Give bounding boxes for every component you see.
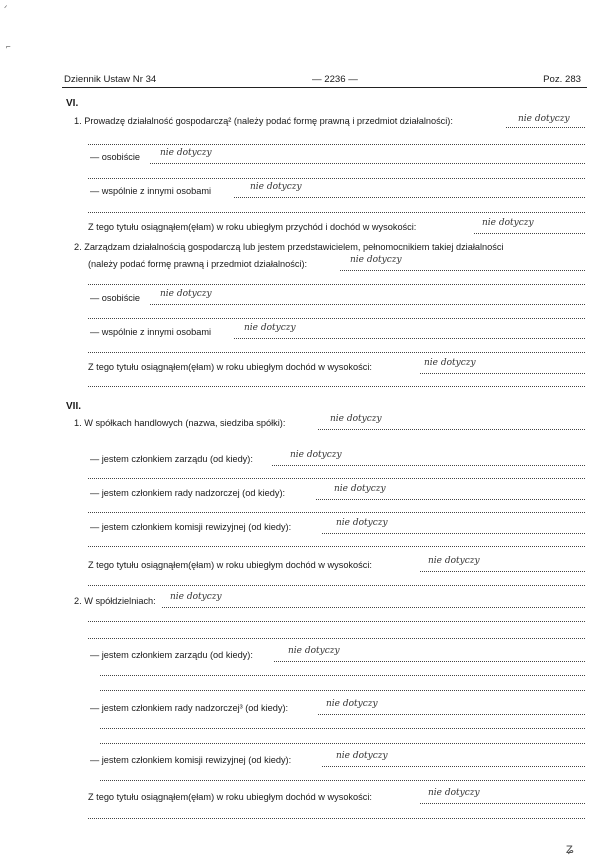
handwritten-answer: nie dotyczy (244, 323, 296, 333)
question-text: — jestem członkiem zarządu (od kiedy): (90, 650, 253, 660)
question-text: Z tego tytułu osiągnąłem(ęłam) w roku ubiegłym dochód w wysokości: (88, 792, 372, 802)
answer-line (88, 318, 585, 321)
answer-line (88, 546, 585, 549)
handwritten-answer: nie dotyczy (288, 646, 340, 656)
handwritten-answer: nie dotyczy (482, 218, 534, 228)
answer-line (316, 499, 585, 502)
question-text: 1. Prowadzę działalność gospodarczą² (należy podać formę prawną i przedmiot działalności): (74, 116, 453, 126)
answer-line (88, 478, 585, 481)
question-text: — wspólnie z innymi osobami (90, 186, 212, 196)
answer-line (162, 607, 585, 610)
question-text: — jestem członkiem rady nadzorczej (od kiedy): (90, 488, 286, 498)
answer-line (420, 373, 585, 376)
handwritten-answer: nie dotyczy (518, 114, 570, 124)
answer-line (234, 197, 585, 200)
answer-line (340, 270, 585, 273)
answer-line (88, 386, 585, 389)
answer-line (88, 621, 585, 624)
answer-line (88, 284, 585, 287)
question-text: — jestem członkiem komisji rewizyjnej (od kiedy): (90, 522, 292, 532)
margin-scribble: ʑ (566, 840, 574, 856)
answer-line (88, 144, 585, 147)
question-text: — osobiście (90, 152, 141, 162)
question-text: Z tego tytułu osiągnąłem(ęłam) w roku ubiegłym dochód w wysokości: (88, 362, 372, 372)
answer-line (88, 512, 585, 515)
answer-line (88, 352, 585, 355)
answer-line (100, 780, 585, 783)
answer-line (150, 163, 585, 166)
question-text: Z tego tytułu osiągnąłem(ęłam) w roku ubiegłym przychód i dochód w wysokości: (88, 222, 417, 232)
answer-line (474, 233, 585, 236)
handwritten-answer: nie dotyczy (428, 788, 480, 798)
answer-line (88, 178, 585, 181)
handwritten-answer: nie dotyczy (428, 556, 480, 566)
answer-line (318, 429, 585, 432)
answer-line (150, 304, 585, 307)
margin-scribble: ᐟ (4, 4, 8, 13)
section-title: VII. (66, 401, 82, 412)
handwritten-answer: nie dotyczy (290, 450, 342, 460)
answer-line (100, 690, 585, 693)
position-number: Poz. 283 (543, 74, 581, 85)
answer-line (272, 465, 585, 468)
answer-line (322, 533, 585, 536)
question-text: 1. W spółkach handlowych (nazwa, siedziba spółki): (74, 418, 286, 428)
handwritten-answer: nie dotyczy (160, 148, 212, 158)
answer-line (100, 743, 585, 746)
handwritten-answer: nie dotyczy (336, 518, 388, 528)
answer-line (506, 127, 585, 130)
header-rule (62, 87, 587, 88)
question-text: (należy podać formę prawną i przedmiot działalności): (88, 259, 308, 269)
answer-line (88, 638, 585, 641)
handwritten-answer: nie dotyczy (330, 414, 382, 424)
answer-line (100, 728, 585, 731)
answer-line (274, 661, 585, 664)
section-title: VI. (66, 98, 79, 109)
handwritten-answer: nie dotyczy (250, 182, 302, 192)
answer-line (322, 766, 585, 769)
handwritten-answer: nie dotyczy (334, 484, 386, 494)
margin-scribble: ⌐ (6, 42, 11, 51)
question-text: 2. Zarządzam działalnością gospodarczą lub jestem przedstawicielem, pełnomocnikiem takiej działalności (74, 242, 504, 252)
question-text: — jestem członkiem rady nadzorczej³ (od kiedy): (90, 703, 289, 713)
answer-line (420, 803, 585, 806)
handwritten-answer: nie dotyczy (424, 358, 476, 368)
handwritten-answer: nie dotyczy (160, 289, 212, 299)
handwritten-answer: nie dotyczy (350, 255, 402, 265)
question-text: — wspólnie z innymi osobami (90, 327, 212, 337)
answer-line (420, 571, 585, 574)
answer-line (100, 675, 585, 678)
handwritten-answer: nie dotyczy (170, 592, 222, 602)
question-text: Z tego tytułu osiągnąłem(ęłam) w roku ubiegłym dochód w wysokości: (88, 560, 372, 570)
handwritten-answer: nie dotyczy (336, 751, 388, 761)
answer-line (88, 212, 585, 215)
question-text: — jestem członkiem komisji rewizyjnej (od kiedy): (90, 755, 292, 765)
answer-line (318, 714, 585, 717)
answer-line (234, 338, 585, 341)
answer-line (88, 818, 585, 821)
page-number: — 2236 — (312, 74, 358, 85)
question-text: — jestem członkiem zarządu (od kiedy): (90, 454, 253, 464)
answer-line (88, 585, 585, 588)
question-text: 2. W spółdzielniach: (74, 596, 156, 606)
question-text: — osobiście (90, 293, 141, 303)
journal-name: Dziennik Ustaw Nr 34 (64, 74, 157, 85)
page-header (64, 72, 585, 88)
handwritten-answer: nie dotyczy (326, 699, 378, 709)
